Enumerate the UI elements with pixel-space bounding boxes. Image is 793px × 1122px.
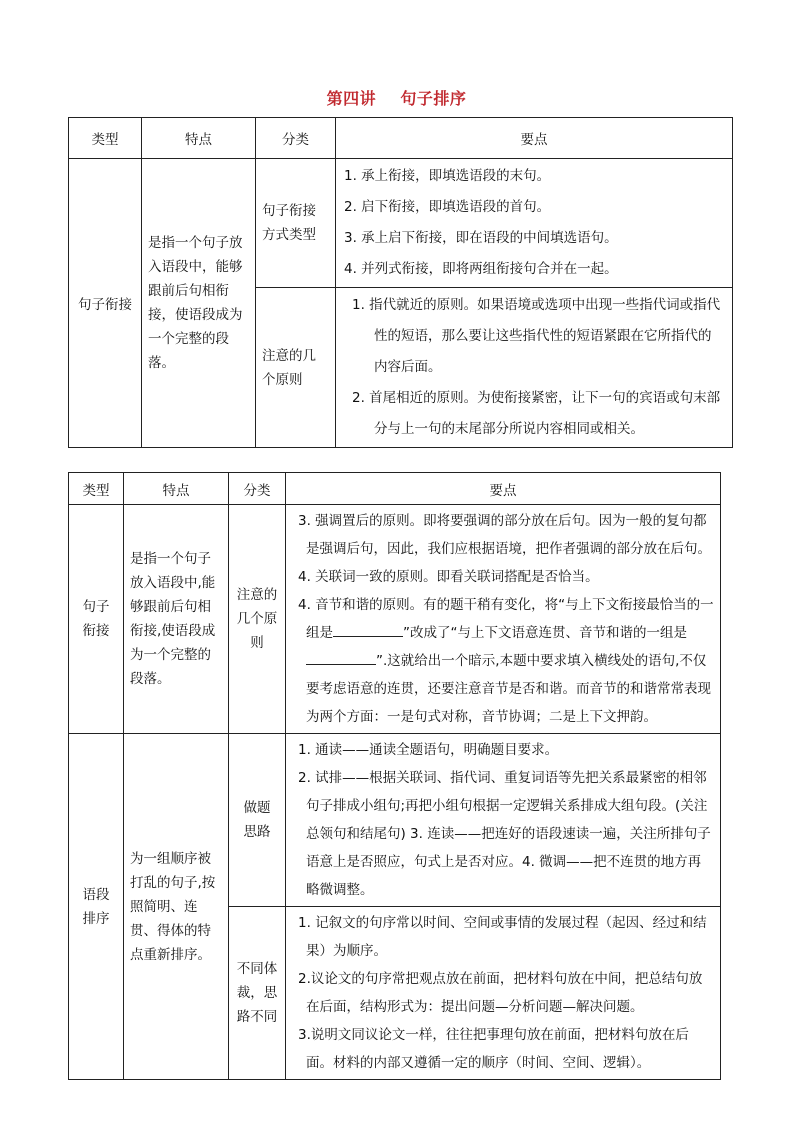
- point-item: 4. 并列式衔接，即将两组衔接句合并在一起。: [344, 261, 618, 277]
- point-item: 2. 试排——根据关联词、指代词、重复词语等先把关系最紧密的相邻句子排成小组句;再把小组句根据一定逻辑关系排成大组句段。(关注总领句和结尾句) 3. 连读——把连好的语段速读一遍，关注所排句子语意上是否照应，句式上是否对应。4. 微调——把不连贯的地方再略微调整。: [298, 770, 711, 898]
- table-row: [69, 159, 733, 288]
- category-text: 不同体裁，思路不同: [236, 961, 278, 1025]
- table-sentence-connection: [68, 117, 733, 448]
- feature-text: 是指一个句子放入语段中,能够跟前后句相衔接,使语段成为一个完整的段落。: [130, 551, 216, 687]
- category-text: 做题思路: [243, 800, 271, 840]
- point-item: 4. 关联词一致的原则。即看关联词搭配是否恰当。: [298, 569, 599, 585]
- table-header-row: [69, 473, 721, 505]
- table-header-row: [69, 118, 733, 159]
- type-cell: 句子衔接: [69, 159, 142, 448]
- point-item: 1. 指代就近的原则。如果语境或选项中出现一些指代词或指代性的短语，那么要让这些指代性的短语紧跟在它所指代的内容后面。: [352, 297, 721, 375]
- page-title: 第四讲 句子排序: [326, 89, 467, 108]
- feature-text: 为一组顺序被打乱的句子,按照简明、连贯、得体的特点重新排序。: [130, 850, 216, 963]
- point-item: 3. 承上启下衔接，即在语段的中间填选语句。: [344, 230, 618, 246]
- table-row: [69, 734, 721, 907]
- point-item: 2. 启下衔接，即填选语段的首句。: [344, 199, 551, 215]
- table-row: [69, 505, 721, 734]
- point-item: 3.说明文同议论文一样，往往把事理句放在前面，把材料句放在后面。材料的内部又遵循一定的顺序（时间、空间、逻辑）。: [298, 1027, 689, 1071]
- category-text: 句子衔接方式类型: [262, 203, 316, 243]
- point-item: 1. 承上衔接，即填选语段的末句。: [344, 168, 551, 184]
- header-points: 要点: [286, 473, 721, 505]
- type-cell: 句子衔接: [82, 599, 110, 639]
- point-item: 1. 记叙文的句序常以时间、空间或事情的发展过程（起因、经过和结果）为顺序。: [298, 915, 707, 959]
- fill-blank: [306, 652, 376, 665]
- point-item: 2. 首尾相近的原则。为使衔接紧密，让下一句的宾语或句末部分与上一句的末尾部分所说内容相同或相关。: [352, 390, 721, 437]
- point-item: 3. 强调置后的原则。即将要强调的部分放在后句。因为一般的复句都是强调后句，因此，我们应根据语境，把作者强调的部分放在后句。: [298, 513, 711, 557]
- category-text: 注意的几个原则: [262, 347, 316, 388]
- point-item: 4. 音节和谐的原则。有的题干稍有变化，将“与上下文衔接最恰当的一组是 ”改成了“与上下文语意连贯、音节和谐的一组是”.这就给出一个暗示,本题中要求填入横线处的语句,不仅要考虑语意的连贯，还要注意音节是否和谐。而音节的和谐常常表现为两个方面：一是句式对称，音节协调；二是上下文押韵。: [298, 597, 714, 725]
- header-points: 要点: [336, 118, 733, 159]
- fill-blank: [333, 624, 403, 637]
- table-sentence-ordering: [68, 472, 721, 1080]
- header-feature: 特点: [124, 473, 229, 505]
- type-cell: 语段排序: [82, 886, 110, 927]
- category-text: 注意的几个原则: [236, 587, 278, 651]
- header-type: 类型: [69, 118, 142, 159]
- header-category: 分类: [256, 118, 336, 159]
- feature-text: 是指一个句子放入语段中，能够跟前后句相衔接，使语段成为一个完整的段落。: [148, 235, 243, 371]
- point-item: 2.议论文的句序常把观点放在前面，把材料句放在中间，把总结句放在后面，结构形式为：提出问题—分析问题—解决问题。: [298, 971, 703, 1015]
- header-category: 分类: [229, 473, 286, 505]
- point-item: 1. 通读——通读全题语句，明确题目要求。: [298, 742, 559, 758]
- header-type: 类型: [69, 473, 124, 505]
- header-feature: 特点: [142, 118, 256, 159]
